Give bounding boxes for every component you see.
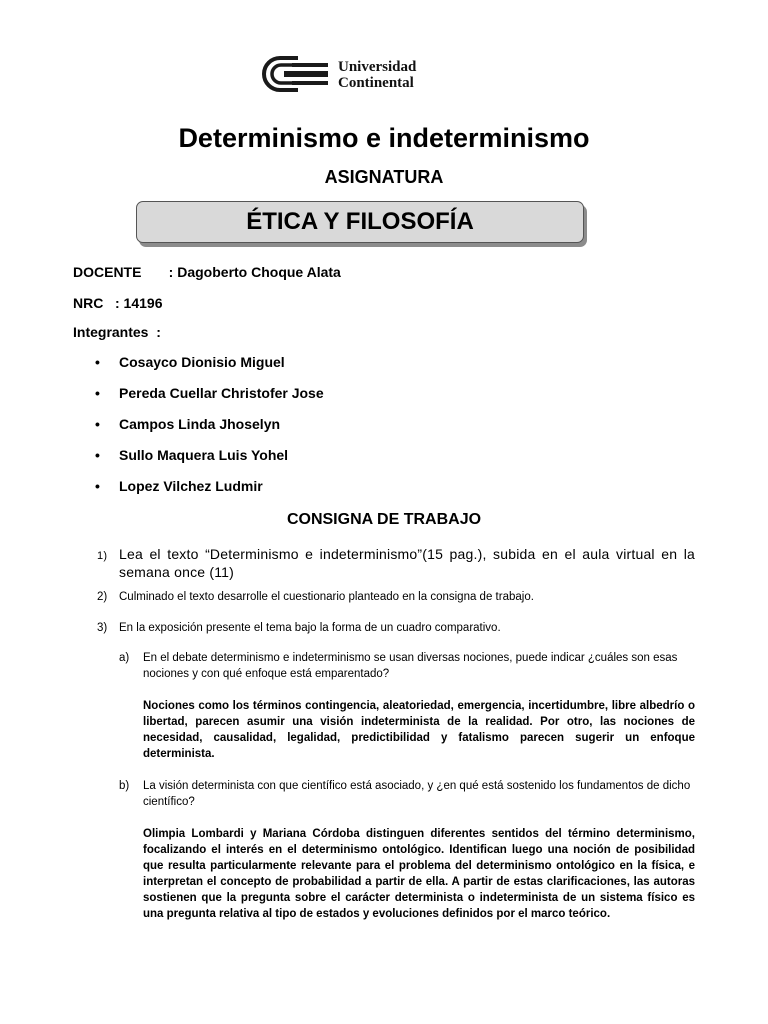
question-letter: a) bbox=[119, 652, 130, 664]
logo-line-2: Continental bbox=[338, 75, 414, 91]
subject-name: ÉTICA Y FILOSOFÍA bbox=[246, 208, 474, 235]
member-item bbox=[95, 477, 324, 508]
member-item bbox=[95, 384, 324, 415]
integrantes-line: Integrantes : bbox=[73, 324, 161, 340]
member-item bbox=[95, 353, 324, 384]
bullet-icon: • bbox=[95, 478, 100, 494]
member-name: Sullo Maquera Luis Yohel bbox=[119, 447, 289, 463]
step-text: Lea el texto “Determinismo e indeterminismo”(15 pag.), subida en el aula virtual en la semana once (11) bbox=[119, 546, 695, 580]
question-text: La visión determinista con que científico está asociado, y ¿en qué está sostenido los fundamentos de dicho científico? bbox=[143, 780, 691, 808]
bullet-icon: • bbox=[95, 416, 100, 432]
question-letter: b) bbox=[119, 780, 130, 792]
logo-text bbox=[338, 59, 416, 91]
docente-line: DOCENTE : Dagoberto Choque Alata bbox=[73, 264, 341, 280]
members-list bbox=[95, 353, 324, 508]
step-text: En la exposición presente el tema bajo la forma de un cuadro comparativo. bbox=[119, 622, 501, 634]
member-name: Lopez Vilchez Ludmir bbox=[119, 478, 263, 494]
document-title: Determinismo e indeterminismo bbox=[178, 123, 590, 153]
question-text: En el debate determinismo e indeterminismo se usan diversas nociones, puede indicar ¿cuáles son esas nociones y con qué enfoque está emparentado? bbox=[143, 652, 678, 680]
question-b bbox=[119, 778, 695, 810]
member-item bbox=[95, 446, 324, 477]
step-number: 2) bbox=[97, 591, 108, 603]
university-logo bbox=[262, 54, 438, 94]
bullet-icon: • bbox=[95, 447, 100, 463]
member-name: Cosayco Dionisio Miguel bbox=[119, 354, 285, 370]
member-name: Pereda Cuellar Christofer Jose bbox=[119, 385, 324, 401]
subject-label: ASIGNATURA bbox=[324, 167, 444, 187]
bullet-icon: • bbox=[95, 354, 100, 370]
member-name: Campos Linda Jhoselyn bbox=[119, 416, 281, 432]
step-number: 3) bbox=[97, 622, 108, 634]
answer-a: Nociones como los términos contingencia, aleatoriedad, emergencia, incertidumbre, libre albedrío o libertad, parecen asumir una visión indeterminista de la realidad. Por otro, las nociones de necesidad, causalidad, legalidad, predictibilidad y fatalismo parecen sugerir un enfoque determinista. bbox=[143, 700, 695, 760]
subject-box bbox=[136, 201, 584, 243]
step-number: 1) bbox=[97, 550, 108, 562]
answer-b: Olimpia Lombardi y Mariana Córdoba distinguen diferentes sentidos del término determinismo, focalizando el interés en el determinismo ontológico. Identifican luego una noción de posibilidad que resulta particularmente relevante para el problema del determinismo ontológico en la física, e interpretan el concepto de probabilidad a partir de ella. A partir de estas clarificaciones, las autoras sostienen que la pregunta sobre el carácter determinista o indeterminista de un sistema físico es una pregunta relativa al tipo de estados y evoluciones definidos por el marco teórico. bbox=[143, 828, 695, 920]
step-text: Culminado el texto desarrolle el cuestionario planteado en la consigna de trabajo. bbox=[119, 591, 534, 603]
question-a bbox=[119, 650, 695, 682]
section-heading: CONSIGNA DE TRABAJO bbox=[286, 511, 482, 528]
logo-line-1: Universidad bbox=[338, 59, 417, 75]
nrc-line: NRC : 14196 bbox=[73, 295, 163, 311]
bullet-icon: • bbox=[95, 385, 100, 401]
member-item bbox=[95, 415, 324, 446]
continental-logo-icon bbox=[262, 54, 332, 94]
